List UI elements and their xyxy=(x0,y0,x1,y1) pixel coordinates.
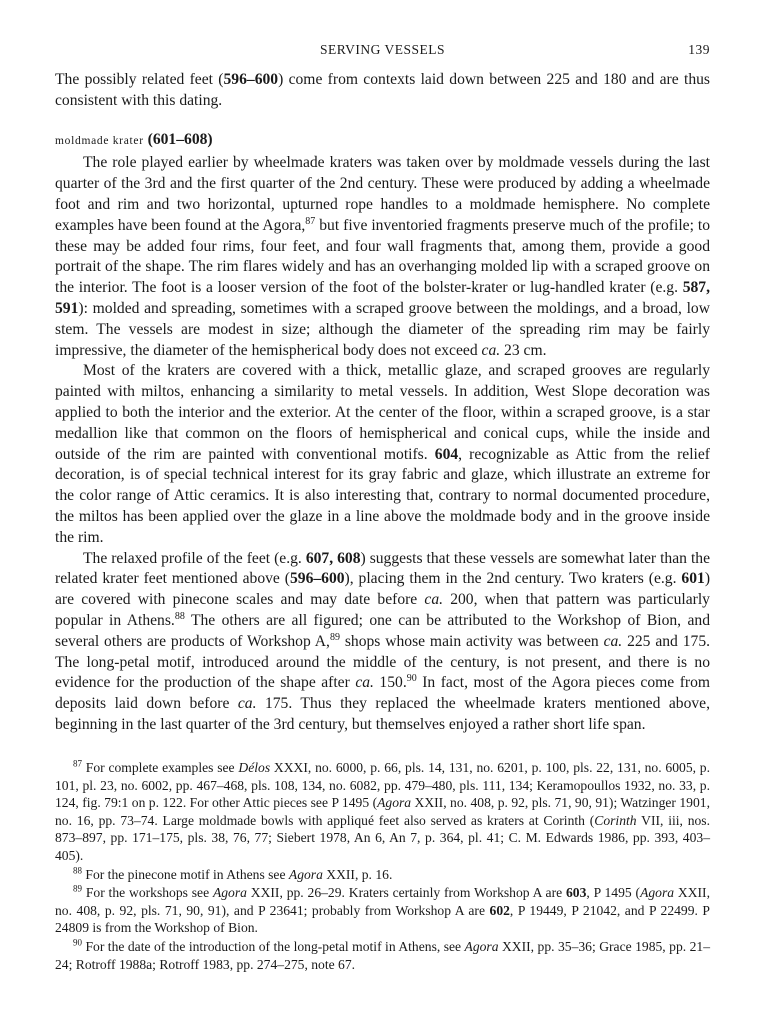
footnote-ref-87[interactable]: 87 xyxy=(305,215,316,227)
footnote-87: $^{87}$ For complete examples see Délos XXXI, no. 6000, p. 66, pls. 14, 131, no. 6201, p. 100, pls. 22, 131, no. 6005, p. 101, pl. 23, no. 6002, pp. 467–468, pls. 108, 134, no. 6082, pp. 479–480, pls. 111, 134; Keramopoullos 1932, no. 33, p. 124, fig. 79:1 on p. 122. For other Attic pieces see P 1495 (Agora XXII, no. 408, p. 92, pls. 71, 90, 91); Watzinger 1901, no. 16, pp. 73–74. Large moldmade bowls with appliqué feet also served as kraters at Corinth (Corinth VII, iii, nos. 873–897, pp. 171–175, pls. 38, 76, 77; Siebert 1978, An 6, An 7, p. 364, pl. 41; C. M. Edwards 1986, pp. 393, 403–405). xyxy=(55,758,710,863)
footnote-ref-89[interactable]: 89 xyxy=(329,631,340,643)
section-heading xyxy=(55,130,710,152)
catalog-ref[interactable]: 596–600 xyxy=(289,570,345,588)
intro-paragraph: The possibly related feet (596–600) come from contexts laid down between 225 and 180 and are thus consistent with this dating. xyxy=(55,71,710,109)
catalog-ref[interactable]: 596–600 xyxy=(223,71,279,88)
catalog-ref[interactable]: 604 xyxy=(434,445,459,463)
body-text xyxy=(55,70,710,736)
catalog-ref[interactable]: 607, 608 xyxy=(305,549,361,567)
section-range: (601–608) xyxy=(147,130,213,148)
catalog-ref[interactable]: 587, 591 xyxy=(55,279,710,317)
paragraph-1: The role played earlier by wheelmade kraters was taken over by moldmade vessels during the last quarter of the 3rd and the first quarter of the 2nd century. These were produced by adding a wheelmade foot and rim and two horizontal, upturned rope handles to a moldmade hemisphere. No complete examples have been found at the Agora,$^{87}$ but five inventoried fragments preserve much of the profile; to these may be added four rims, four feet, and four wall fragments that, among them, provide a good portrait of the shape. The rim flares widely and has an overhanging molded lip with a scraped groove on the interior. The foot is a looser version of the foot of the bolster-krater or lug-handled krater (e.g. 587, 591): molded and spreading, sometimes with a scraped groove between the moldings, and a broad, low stem. The vessels are modest in size; although the diameter of the spreading rim may be fairly impressive, the diameter of the hemispherical body does not exceed ca. 23 cm. xyxy=(55,154,711,359)
catalog-ref[interactable]: 602 xyxy=(489,902,510,918)
paragraph-2: Most of the kraters are covered with a thick, metallic glaze, and scraped grooves are regularly painted with miltos, enhancing a similarity to metal vessels. In addition, West Slope decoration was applied to both the interior and the exterior. At the center of the floor, within a scraped groove, is a star medallion like that common on the floors of hemispherical and conical cups, while the inside and outside of the rim are painted with conventional motifs. 604, recognizable as Attic from the relief decoration, is of special technical interest for its gray fabric and glaze, which illustrate an extreme for the color range of Attic ceramics. It is also interesting that, contrary to normal documented procedure, the miltos has been applied over the glaze in a line above the moldmade body and in the groove inside the rim. xyxy=(55,362,710,546)
footnote-ref-90[interactable]: 90 xyxy=(406,673,417,685)
footnote-88: $^{88}$ For the pinecone motif in Athens see Agora XXII, p. 16. xyxy=(73,865,393,882)
catalog-ref[interactable]: 603 xyxy=(565,885,587,901)
section-title: moldmade krater xyxy=(55,134,144,147)
footnote-90: $^{90}$ For the date of the introduction of the long-petal motif in Athens, see Agora XXII, pp. 35–36; Grace 1985, pp. 21–24; Rotroff 1988a; Rotroff 1983, pp. 274–275, note 67. xyxy=(55,937,710,972)
page-number: 139 xyxy=(688,42,710,57)
running-head xyxy=(55,42,710,62)
footnote-89: $^{89}$ For the workshops see Agora XXII, pp. 26–29. Kraters certainly from Workshop A are 603, P 1495 (Agora XXII, no. 408, p. 92, pls. 71, 90, 91), and P 23641; probably from Workshop A are 602, P 19449, P 21042, and P 22499. P 24809 is from the Workshop of Bion. xyxy=(55,883,710,936)
catalog-ref[interactable]: 601 xyxy=(681,570,705,588)
footnote-ref-88[interactable]: 88 xyxy=(174,610,185,622)
running-title: SERVING VESSELS xyxy=(319,42,446,57)
paragraph-3: The relaxed profile of the feet (e.g. 607, 608) suggests that these vessels are somewhat later than the related krater feet mentioned above (596–600), placing them in the 2nd century. Two kraters (e.g. 601) are covered with pinecone scales and may date before ca. 200, when that pattern was particularly popular in Athens.$^{88}$ The others are all figured; one can be attributed to the Workshop of Bion, and several others are products of Workshop A,$^{89}$ shops whose main activity was between ca. 225 and 175. The long-petal motif, introduced around the middle of the century, is not present, and there is no evidence for the production of the shape after ca. 150.90 In fact, most of the Agora pieces come from deposits laid down before ca. 175. Thus they replaced the wheelmade kraters mentioned above, beginning in the last quarter of the 3rd century, but themselves enjoyed a rather short life span. xyxy=(55,549,711,733)
footnotes xyxy=(55,759,710,974)
